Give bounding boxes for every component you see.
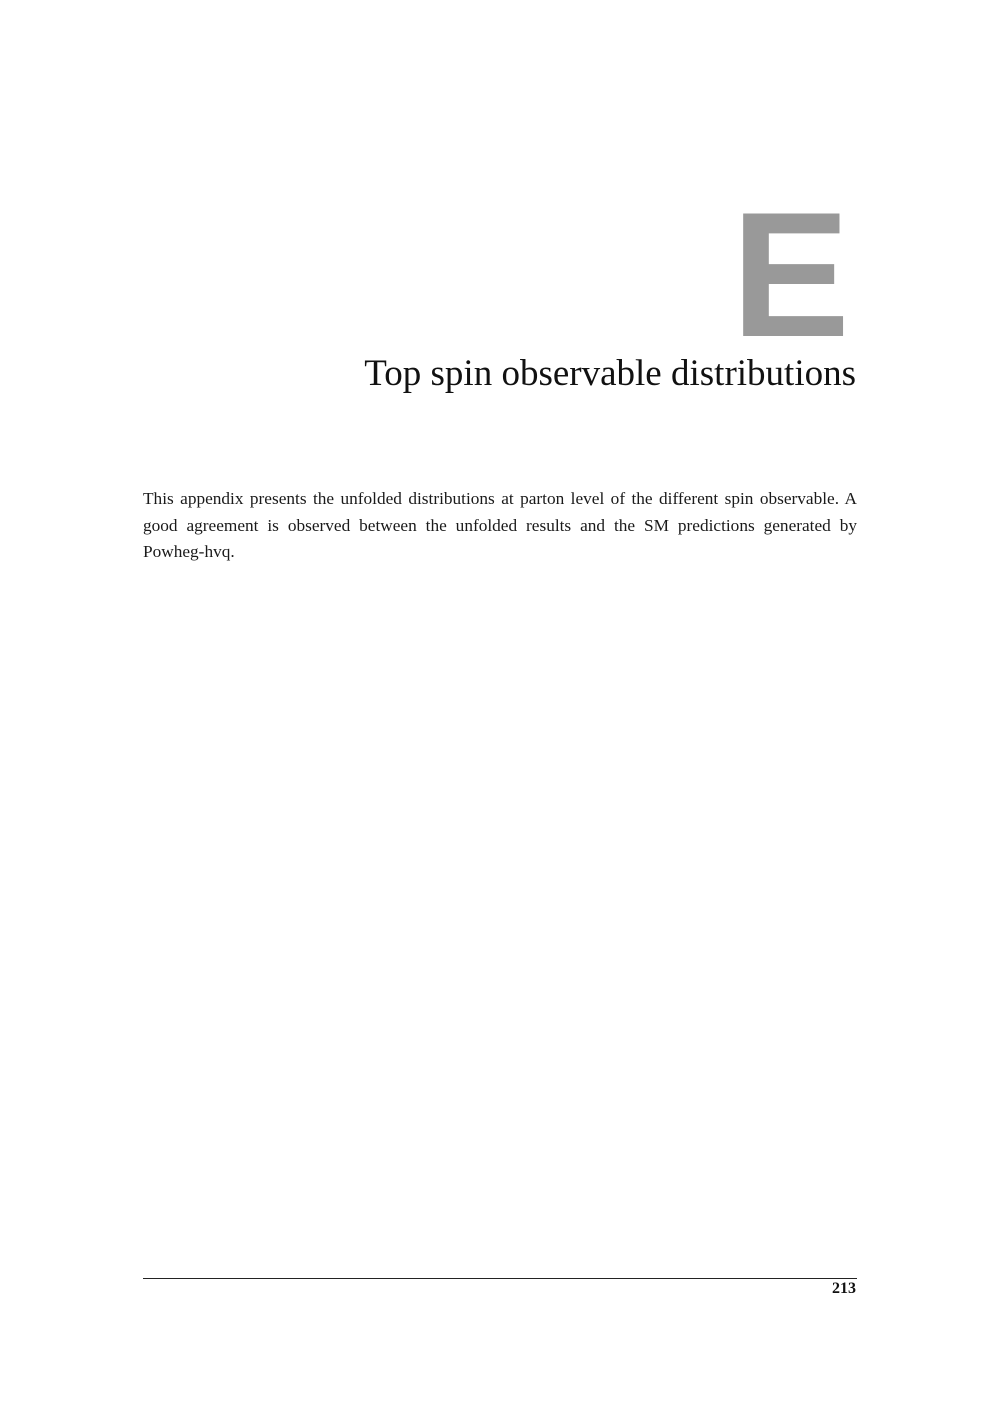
page-number: 213	[832, 1280, 856, 1297]
body-paragraph: This appendix presents the unfolded distributions at parton level of the different spin observable. A good agreement is observed between the unfolded results and the SM predictions generated by Powheg-hvq.	[143, 489, 857, 561]
chapter-title: Top spin observable distributions	[364, 353, 856, 394]
chapter-letter: E	[731, 175, 850, 374]
footer-rule	[143, 1278, 857, 1279]
